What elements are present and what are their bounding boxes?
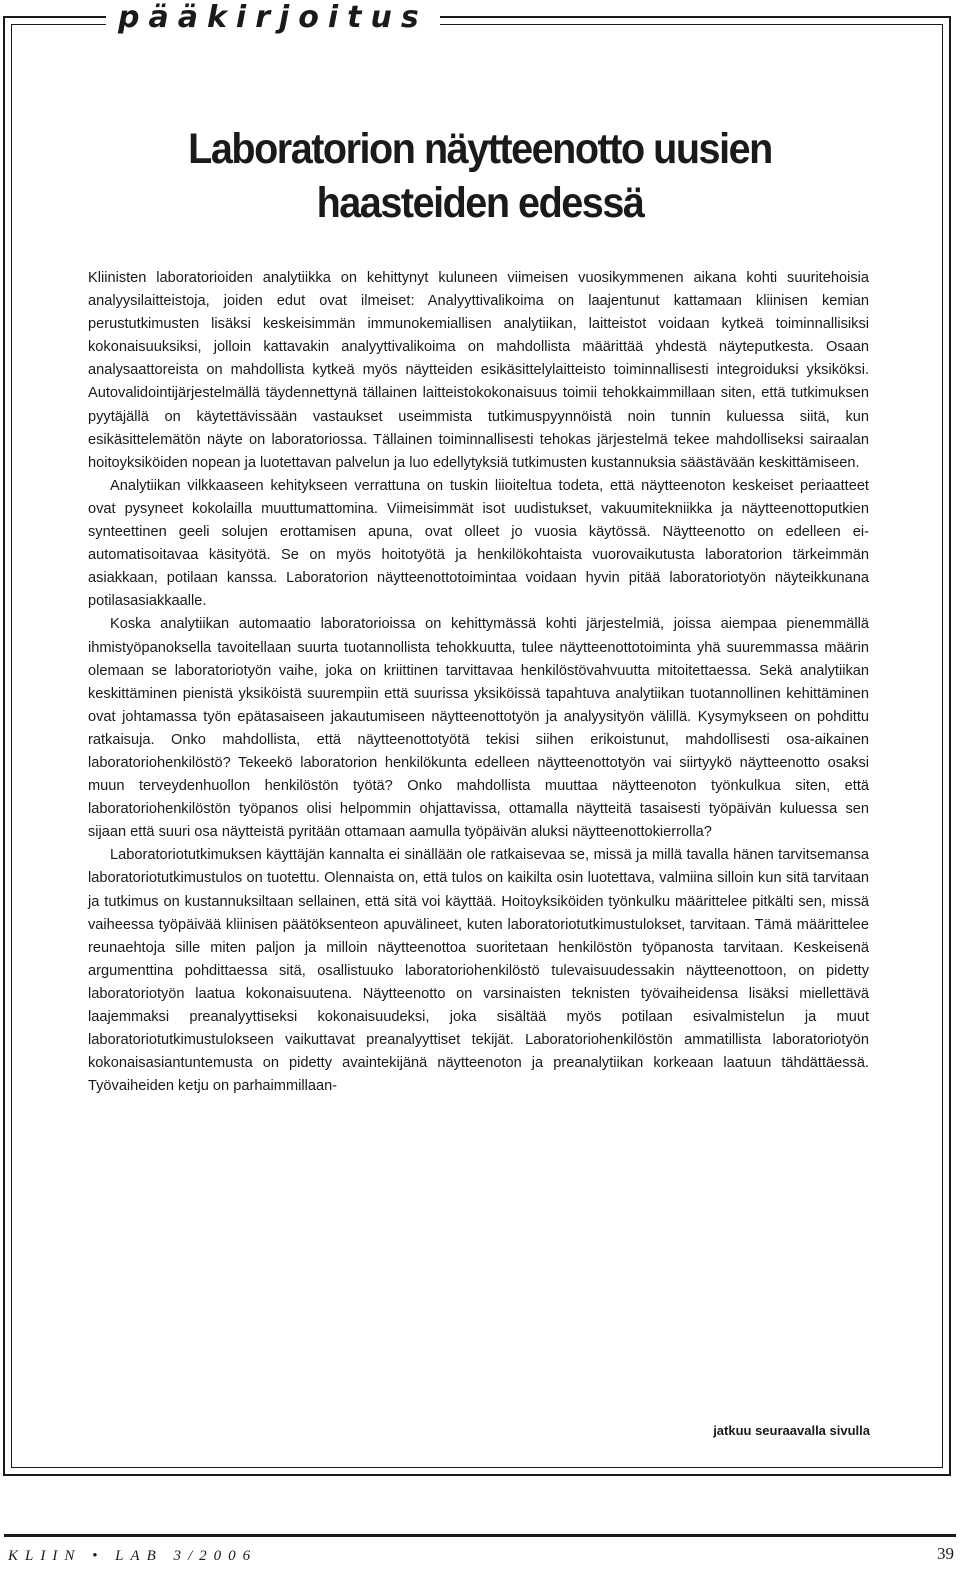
- paragraph: Koska analytiikan automaatio laboratorioissa on kehittymässä kohti järjestelmiä, joissa aiempaa pienemmällä ihmistyöpanoksella tavoitellaan suurta tuotannollista tehokkuutta, tulee näytteenottotoiminta yhä suuremmassa määrin olemaan se laboratoriotyön vaihe, joka on kriittinen tarvittavaa henkilöstövahvuutta mitoitettaessa. Sekä analytiikan keskittäminen pienistä yksiköistä suurempiin että suurissa yksiköissä tapahtuva analytiikan tuotannollinen kehittäminen ovat johtamassa työn epätasaiseen jakautumiseen näytteenottotyön ja analyysityön välillä. Kysymykseen on pohdittu ratkaisuja. Onko mahdollista, että näytteenottotyötä tekisi siihen erikoistunut, mahdollisesti osa-aikainen laboratoriohenkilöstö? Tekeekö laboratorion henkilökunta edelleen näytteenottotyön vai siirtyykö näytteenotto osaksi muun terveydenhuollon henkilöstön työtä? Onko mahdollista muuttaa näytteenoton työnkulkua siten, että laboratoriohenkilöstön työpanos olisi helpommin ohjattavissa, ottamalla näytteitä tasaisesti työpäivän kuluessa sen sijaan että suuri osa näytteistä pyritään ottamaan aamulla työpäivän aluksi näytteenottokierrolla?: [88, 616, 869, 841]
- article-title: Laboratorion näytteenotto uusien haasteiden edessä: [188, 125, 772, 227]
- page-number: 39: [937, 1544, 954, 1563]
- article-body: [88, 267, 869, 1098]
- continued-note: jatkuu seuraavalla sivulla: [713, 1423, 870, 1438]
- section-label: pääkirjoitus: [106, 0, 440, 36]
- journal-issue: KLIIN • LAB 3/2006: [8, 1548, 258, 1564]
- page-footer: [4, 1534, 956, 1573]
- paragraph: Laboratoriotutkimuksen käyttäjän kannalta ei sinällään ole ratkaisevaa se, missä ja millä tavalla hänen tarvitsemansa laboratoriotutkimustulos on tuotettu. Olennaista on, että tulos on kaikilta osin luotettava, valmiina silloin kun sitä tarvitaan ja tutkimus on kustannuksiltaan sellainen, että sitä voi käyttää. Hoitoyksiköiden työnkulku määrittelee pitkälti sen, missä vaiheessa työpäivää kliinisen päätöksenteon apuvälineet, kuten laboratoriotutkimustulokset, tarvitaan. Tämä määrittelee reunaehtoja sille miten paljon ja milloin näytteenottoa suoritetaan henkilöstön työpanosta tarvitaan. Keskeisenä argumenttina pohdittaessa sitä, osallistuuko laboratoriohenkilöstö tulevaisuudessakin näytteenottoon, on pidetty laboratoriotyön laatua kokonaisuutena. Näytteenotto on varsinaisten teknisten työvaiheidensa lisäksi miellettävä laajemmaksi preanalyyttiseksi kokonaisuudeksi, joka sisältää myös potilaan esivalmistelun ja muut laboratoriotutkimustulokseen vaikuttavat preanalyyttiset tekijät. Laboratoriohenkilöstön ammatillista laboratoriotyön kokonaisasiantuntemusta on pidetty avaintekijänä näytteenoton ja preanalytiikan korkeaan laatuun tähdättäessä. Työvaiheiden ketju on parhaimmillaan-: [88, 847, 869, 1095]
- paragraph: Analytiikan vilkkaaseen kehitykseen verrattuna on tuskin liioiteltua todeta, että näytteenoton keskeiset periaatteet ovat pysyneet kokolailla muuttumattomina. Viimeisimmät isot uudistukset, vakuumitekniikka ja näytteenottoputkien synteettinen geeli solujen erottamisen apuna, ovat olleet jo vuosia käytössä. Näytteenotto on edelleen ei-automatisoitavaa käsityötä. Se on myös hoitotyötä ja henkilökohtaista vuorovaikutusta laboratorion tärkeimmän asiakkaan, potilaan kanssa. Laboratorion näytteenottotoimintaa voidaan hyvin pitää laboratoriotyön näyteikkunana potilasasiakkaalle.: [88, 477, 869, 610]
- paragraph: Kliinisten laboratorioiden analytiikka on kehittynyt kuluneen viimeisen vuosikymmenen aikana kohti suuritehoisia analyysilaitteistoja, joiden edut ovat ilmeiset: Analyyttivalikoima on laajentunut kattamaan kliinisen kemian perustutkimusten lisäksi keskeisimmän immunokemiallisen analytiikan, laitteistot voidaan kytkeä toiminnallisiksi kokonaisuuksiksi, jolloin kattavakin analyyttivalikoima on mahdollista määrittää yhdestä näyteputkesta. Osaan analysaattoreista on mahdollista kytkeä myös näytteiden esikäsittelylaitteisto toiminnallisesti integroiduksi yksiköksi. Autovalidointijärjestelmällä täydennettynä tällainen laitteistokokonaisuus toimii tehokkaimmillaan siten, että tutkimuksen pyytäjällä on käytettävissään vastaukset useimmista tutkimuspyynnöistä noin tunnin kuluessa siitä, kun esikäsittelemätön näyte on laboratoriossa. Tällainen toiminnallisesti tehokas järjestelmä tekee mahdolliseksi sairaalan hoitoyksiköiden nopean ja luotettavan palvelun ja luo edellytyksiä tutkimusten kustannuksia säästävään keskittämiseen.: [88, 270, 869, 471]
